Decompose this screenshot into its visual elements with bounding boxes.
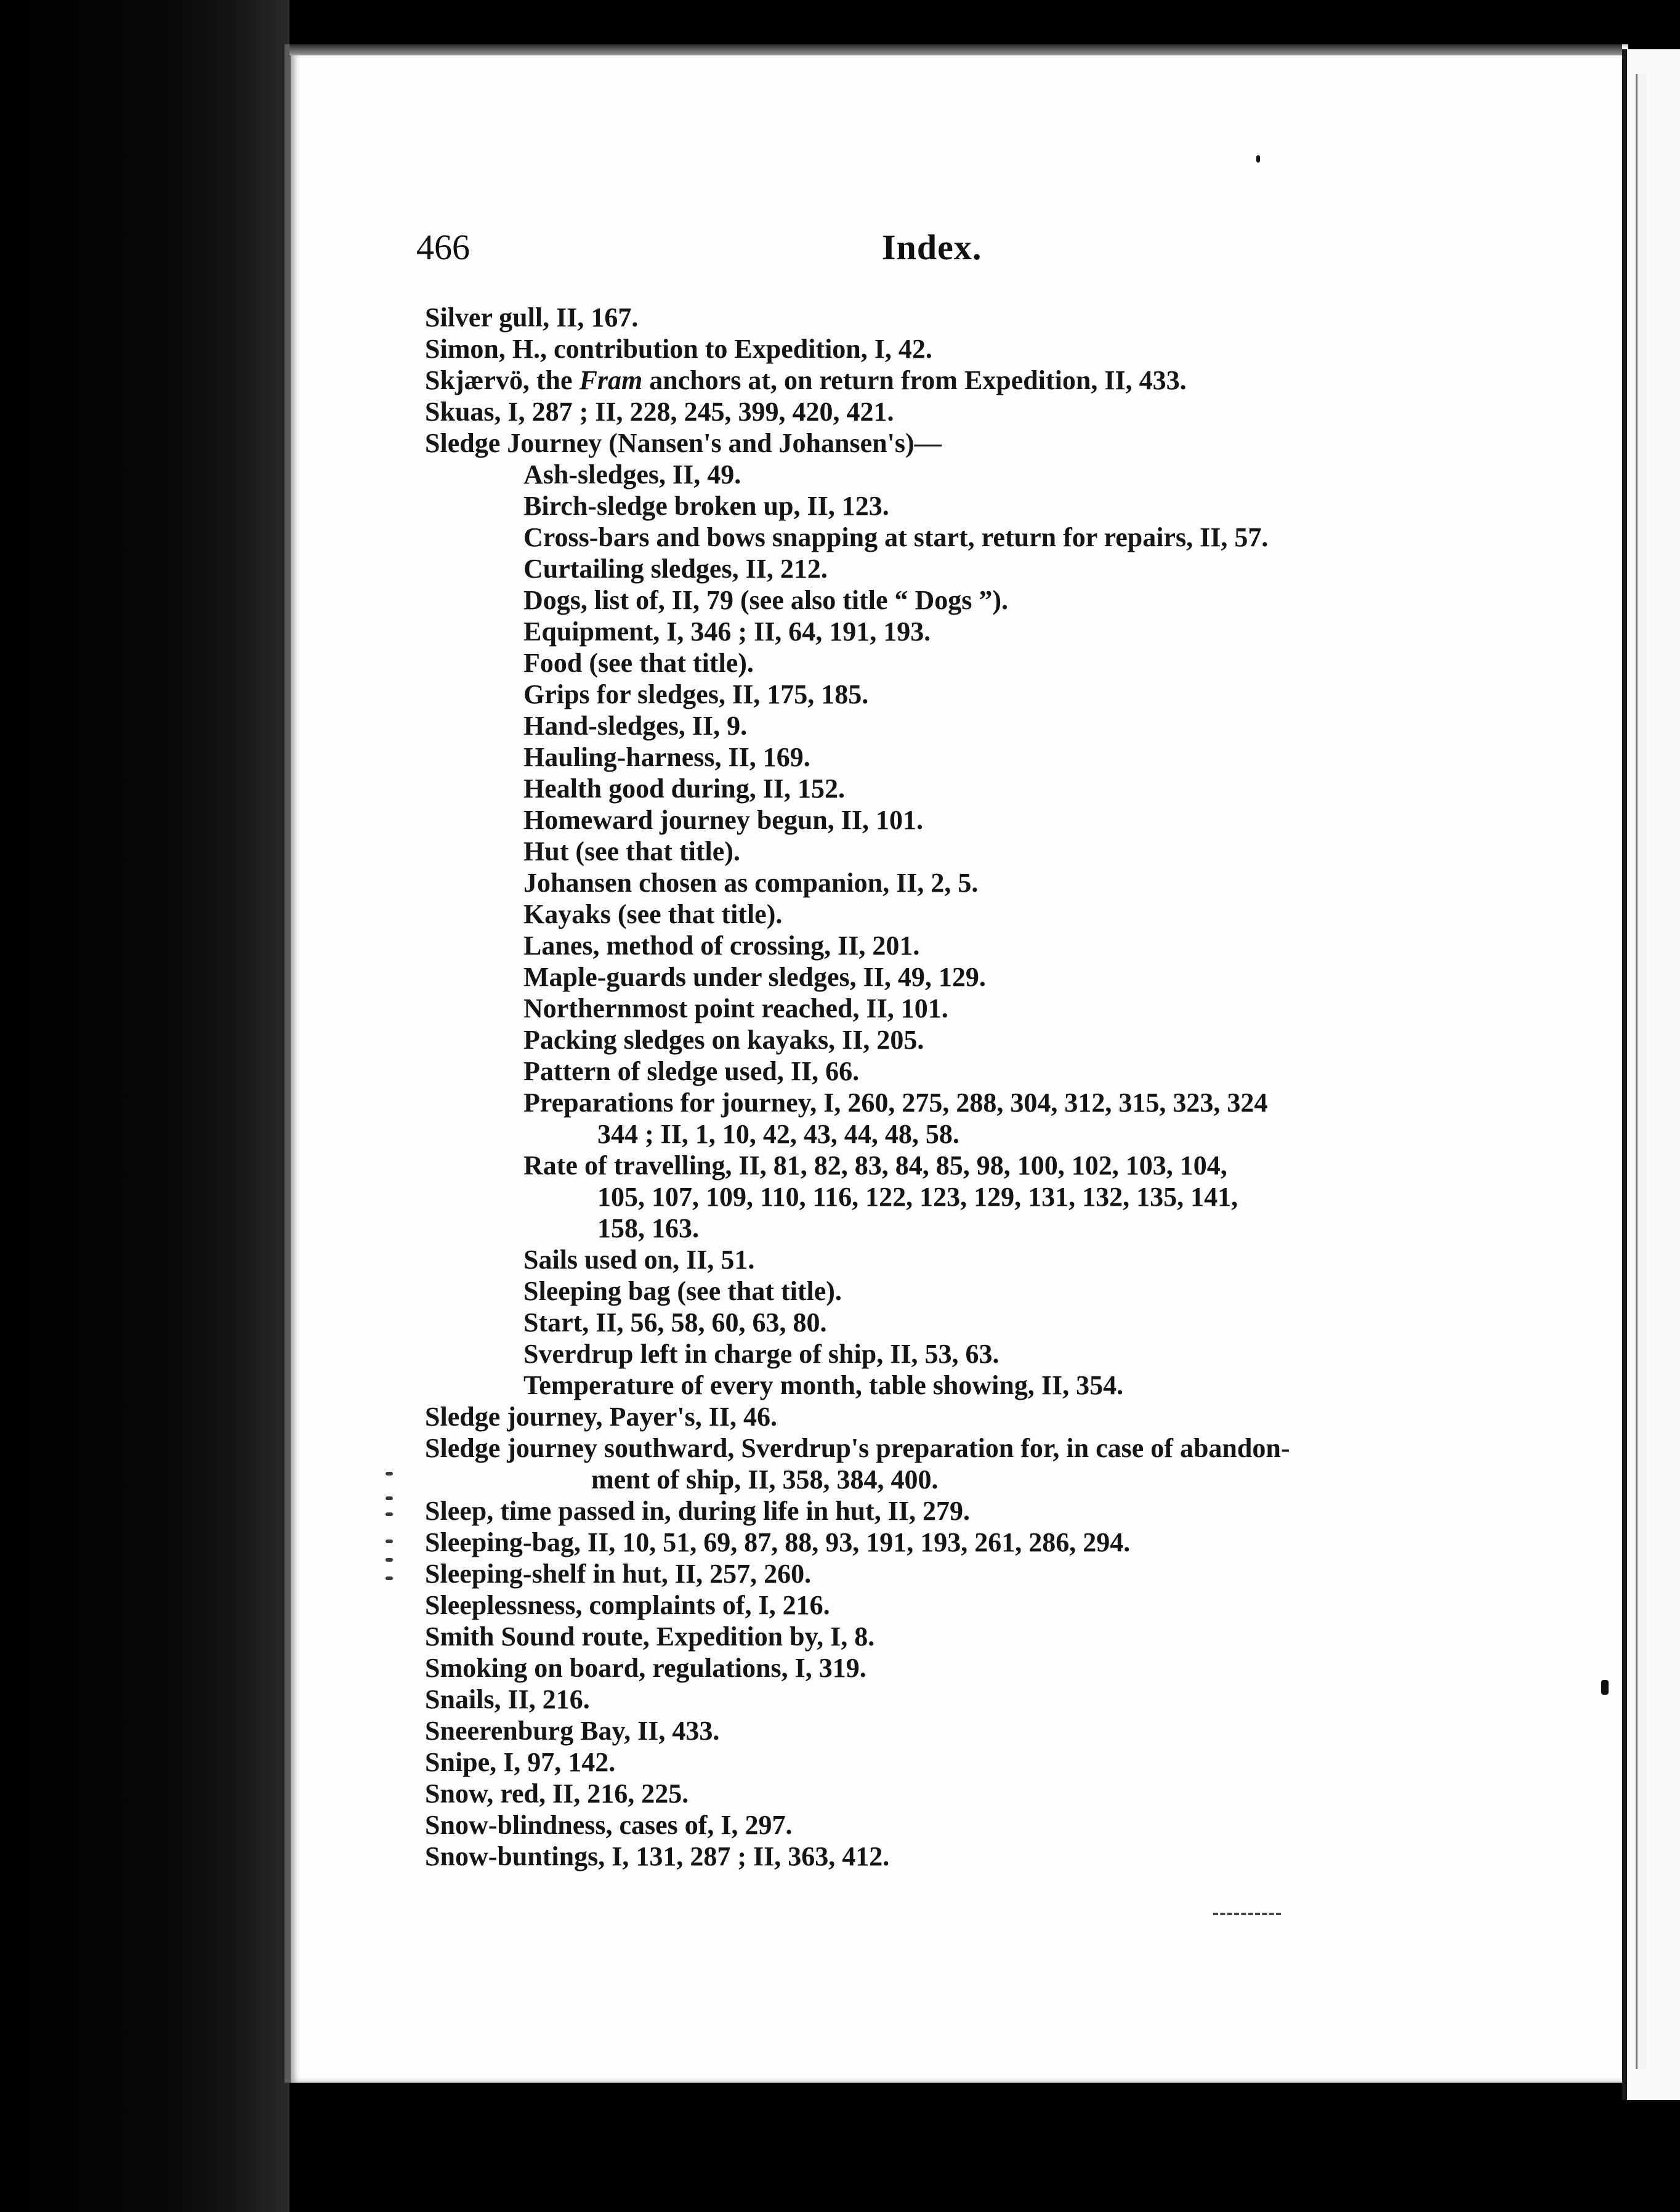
index-subentry: Temperature of every month, table showing, II, 354. <box>523 1370 1124 1400</box>
index-subentry: Lanes, method of crossing, II, 201. <box>523 930 920 961</box>
index-subentry: Maple-guards under sledges, II, 49, 129. <box>523 962 986 992</box>
index-subentry: Start, II, 56, 58, 60, 63, 80. <box>523 1307 827 1338</box>
index-subentry: Curtailing sledges, II, 212. <box>523 554 828 584</box>
index-subentry <box>425 1087 1484 1150</box>
index-subentry-continuation: 158, 163. <box>597 1213 699 1243</box>
index-subentry: Sleeping bag (see that title). <box>523 1276 842 1306</box>
index-subentry: Cross-bars and bows snapping at start, return for repairs, II, 57. <box>523 522 1269 552</box>
index-entry: Sledge journey, Payer's, II, 46. <box>425 1402 777 1432</box>
index-entry: Sleeping-shelf in hut, II, 257, 260. <box>425 1559 812 1589</box>
index-entry: Sleep, time passed in, during life in hut, II, 279. <box>425 1496 971 1526</box>
index-subentry: Sverdrup left in charge of ship, II, 53, 63. <box>523 1339 1000 1369</box>
scan-dark-margin <box>0 0 289 2212</box>
index-entry: Sledge Journey (Nansen's and Johansen's)— <box>425 428 942 458</box>
margin-mark <box>386 1496 393 1500</box>
margin-mark <box>386 1472 393 1475</box>
index-entry: Snow-buntings, I, 131, 287 ; II, 363, 412. <box>425 1841 890 1871</box>
index-subentry: Northernmost point reached, II, 101. <box>523 993 948 1023</box>
index-entry-italic: Fram <box>579 365 643 395</box>
index-subentry: Hauling-harness, II, 169. <box>523 742 810 772</box>
index-list <box>425 302 1484 1872</box>
page-title: Index. <box>882 227 982 267</box>
index-subentry: Homeward journey begun, II, 101. <box>523 805 924 835</box>
index-entry: Sneerenburg Bay, II, 433. <box>425 1716 720 1746</box>
index-subentry-line: Preparations for journey, I, 260, 275, 288, 304, 312, 315, 323, 324 <box>523 1088 1268 1118</box>
index-subentry: Birch-sledge broken up, II, 123. <box>523 491 889 521</box>
index-subentry: Equipment, I, 346 ; II, 64, 191, 193. <box>523 616 931 647</box>
margin-marks <box>382 1472 406 1589</box>
scan-speck <box>1256 155 1260 163</box>
index-entry-line: Sledge journey southward, Sverdrup's preparation for, in case of abandon- <box>425 1433 1290 1463</box>
index-entry: Snow-blindness, cases of, I, 297. <box>425 1810 793 1840</box>
index-subentry: Grips for sledges, II, 175, 185. <box>523 679 869 709</box>
scan-foot-mark <box>1213 1913 1281 1915</box>
index-subentry: Sails used on, II, 51. <box>523 1245 755 1275</box>
margin-mark <box>386 1512 393 1516</box>
index-entry <box>425 1432 1484 1495</box>
index-entry-continuation: ment of ship, II, 358, 384, 400. <box>591 1464 939 1495</box>
index-entry: Silver gull, II, 167. <box>425 302 639 333</box>
index-entry-text: anchors at, on return from Expedition, II, 433. <box>642 365 1187 395</box>
index-entry: Sleeping-bag, II, 10, 51, 69, 87, 88, 93, 191, 193, 261, 286, 294. <box>425 1527 1131 1557</box>
index-entry: Sleeplessness, complaints of, I, 216. <box>425 1590 830 1620</box>
index-entry: Simon, H., contribution to Expedition, I, 42. <box>425 334 932 364</box>
index-subentry: Health good during, II, 152. <box>523 773 845 804</box>
margin-mark <box>386 1540 393 1543</box>
margin-mark <box>386 1558 393 1562</box>
margin-mark <box>386 1576 393 1580</box>
index-subentry-line: Rate of travelling, II, 81, 82, 83, 84, 85, 98, 100, 102, 103, 104, <box>523 1150 1227 1181</box>
index-subentry: Pattern of sledge used, II, 66. <box>523 1056 860 1086</box>
scan-edge-mark <box>1601 1680 1609 1695</box>
index-subentry: Packing sledges on kayaks, II, 205. <box>523 1025 924 1055</box>
page-top-shadow <box>289 44 1622 55</box>
index-subentry: Hand-sledges, II, 9. <box>523 711 748 741</box>
index-entry: Snipe, I, 97, 142. <box>425 1747 616 1777</box>
index-subentry-continuation: 105, 107, 109, 110, 116, 122, 123, 129, 131, 132, 135, 141, <box>597 1182 1238 1212</box>
index-entry: Snow, red, II, 216, 225. <box>425 1778 689 1809</box>
index-entry: Snails, II, 216. <box>425 1684 590 1714</box>
page-number: 466 <box>416 227 470 267</box>
index-subentry: Dogs, list of, II, 79 (see also title “ Dogs ”). <box>523 585 1009 615</box>
index-subentry <box>425 1150 1484 1244</box>
index-entry: Smoking on board, regulations, I, 319. <box>425 1653 866 1683</box>
index-entry: Smith Sound route, Expedition by, I, 8. <box>425 1621 875 1652</box>
index-subentry: Ash-sledges, II, 49. <box>523 459 741 490</box>
index-subentry: Food (see that title). <box>523 648 754 678</box>
index-subentry: Johansen chosen as companion, II, 2, 5. <box>523 868 979 898</box>
adjacent-page-fold <box>1636 74 1646 2069</box>
index-entry <box>425 365 1484 396</box>
index-entry-text: Skjærvö, the <box>425 365 580 395</box>
index-entry: Skuas, I, 287 ; II, 228, 245, 399, 420, 421. <box>425 397 894 427</box>
index-subentry: Hut (see that title). <box>523 836 740 866</box>
index-subentry-continuation: 344 ; II, 1, 10, 42, 43, 44, 48, 58. <box>597 1119 959 1149</box>
index-subentry: Kayaks (see that title). <box>523 899 783 929</box>
adjacent-page-edge <box>1622 49 1680 2100</box>
